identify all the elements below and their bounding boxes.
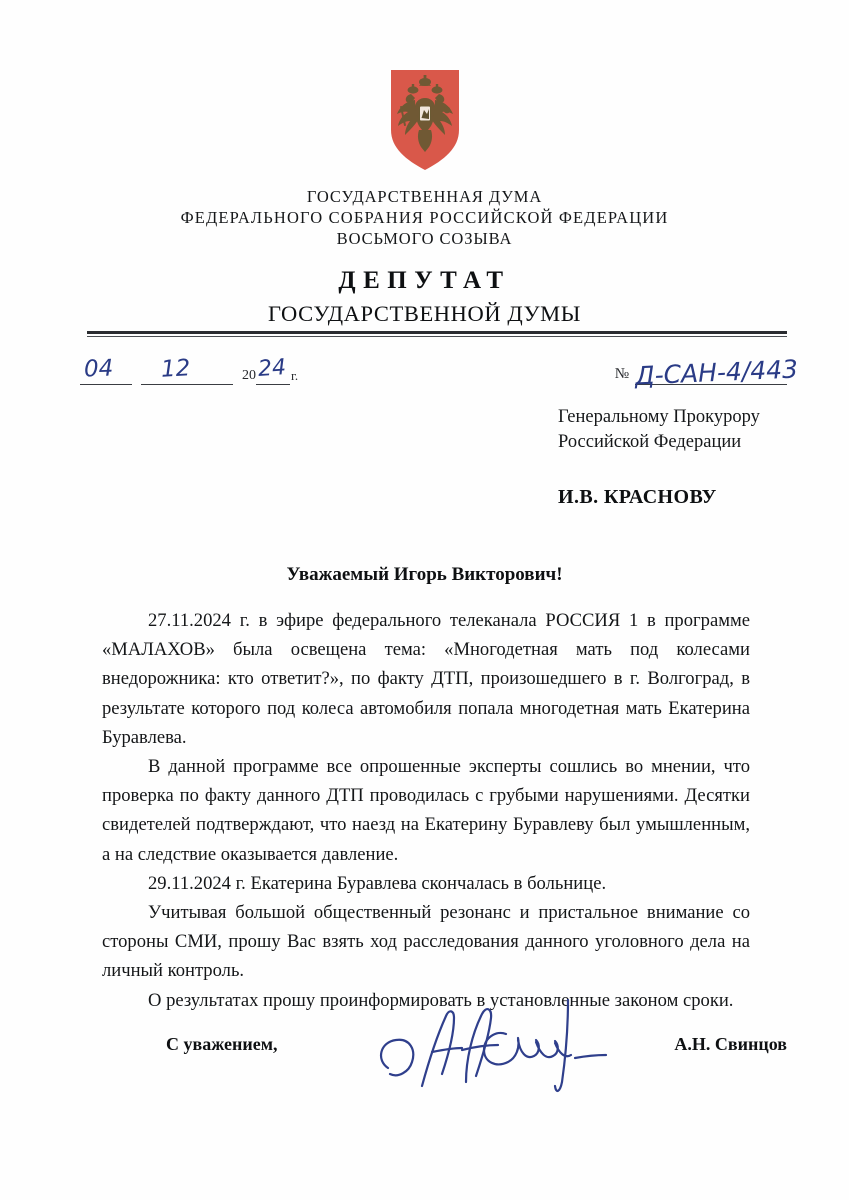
body-paragraph-5: О результатах прошу проинформировать в установленные законом сроки. — [148, 989, 734, 1011]
addressee-block — [558, 405, 838, 509]
handwritten-signature-icon — [370, 990, 630, 1100]
year-prefix: 20 — [242, 368, 256, 383]
registration-number-blank — [634, 354, 799, 391]
letterhead-line-3: ВОСЬМОГО СОЗЫВА — [336, 229, 513, 248]
document-meta-row — [80, 345, 799, 391]
date-month-value: 12 — [160, 355, 191, 383]
letterhead-subtitle: ГОСУДАРСТВЕННОЙ ДУМЫ — [267, 301, 582, 326]
registration-number-value: Д-САН-4/443 — [634, 354, 799, 391]
addressee-line-1: Генеральному Прокурору — [558, 407, 760, 427]
addressee-name: И.В. КРАСНОВУ — [558, 486, 717, 508]
letterhead-title: ДЕПУТАТ — [338, 267, 511, 294]
header-divider — [87, 331, 787, 337]
date-day-value: 04 — [83, 355, 114, 383]
body-paragraph-4: Учитывая большой общественный резонанс и пристальное внимание со стороны СМИ, прошу Вас взять ход расследования данного уголовного дела на личный контроль. — [102, 902, 750, 982]
date-field — [80, 345, 298, 385]
divider-thin-line — [87, 336, 787, 337]
letter-body — [102, 606, 750, 1015]
divider-thick-line — [87, 331, 787, 334]
number-sign-icon: № — [614, 366, 629, 382]
body-paragraph-1: 27.11.2024 г. в эфире федерального телеканала РОССИЯ 1 в программе «МАЛАХОВ» была освещена тема: «Многодетная мать под колесами внедорожника: кто ответит?», по факту ДТП, произошедшего в г. Волгоград, в результате которого под колеса автомобиля попала многодетная мать Екатерина Буравлева. — [102, 610, 750, 748]
signatory-name: А.Н. Свинцов — [674, 1034, 787, 1054]
letterhead-block — [0, 186, 849, 327]
registration-number-field — [614, 345, 799, 391]
body-paragraph-2: В данной программе все опрошенные эксперты сошлись во мнении, что проверка по факту данного ДТП проводилась с грубыми нарушениями. Десятки свидетелей подтверждают, что наезд на Екатерину Буравлеву был умышленным, а на следствие оказывается давление. — [102, 756, 750, 865]
signature-regards: С уважением, — [166, 1034, 278, 1054]
date-year-value: 24 — [257, 355, 287, 382]
salutation: Уважаемый Игорь Викторович! — [286, 564, 563, 585]
signature-block — [0, 1026, 849, 1086]
body-paragraph-3: 29.11.2024 г. Екатерина Буравлева скончалась в больнице. — [148, 872, 607, 894]
date-month-blank — [141, 355, 233, 385]
letterhead-line-1: ГОСУДАРСТВЕННАЯ ДУМА — [306, 187, 543, 206]
letterhead-line-2: ФЕДЕРАЛЬНОГО СОБРАНИЯ РОССИЙСКОЙ ФЕДЕРАЦИИ — [180, 208, 669, 227]
date-year-blank — [256, 355, 290, 385]
emblem-shield — [389, 68, 461, 172]
date-day-blank — [80, 355, 132, 385]
coat-of-arms-emblem — [0, 68, 849, 172]
addressee-line-2: Российской Федерации — [558, 432, 742, 452]
year-suffix: г. — [291, 368, 299, 383]
